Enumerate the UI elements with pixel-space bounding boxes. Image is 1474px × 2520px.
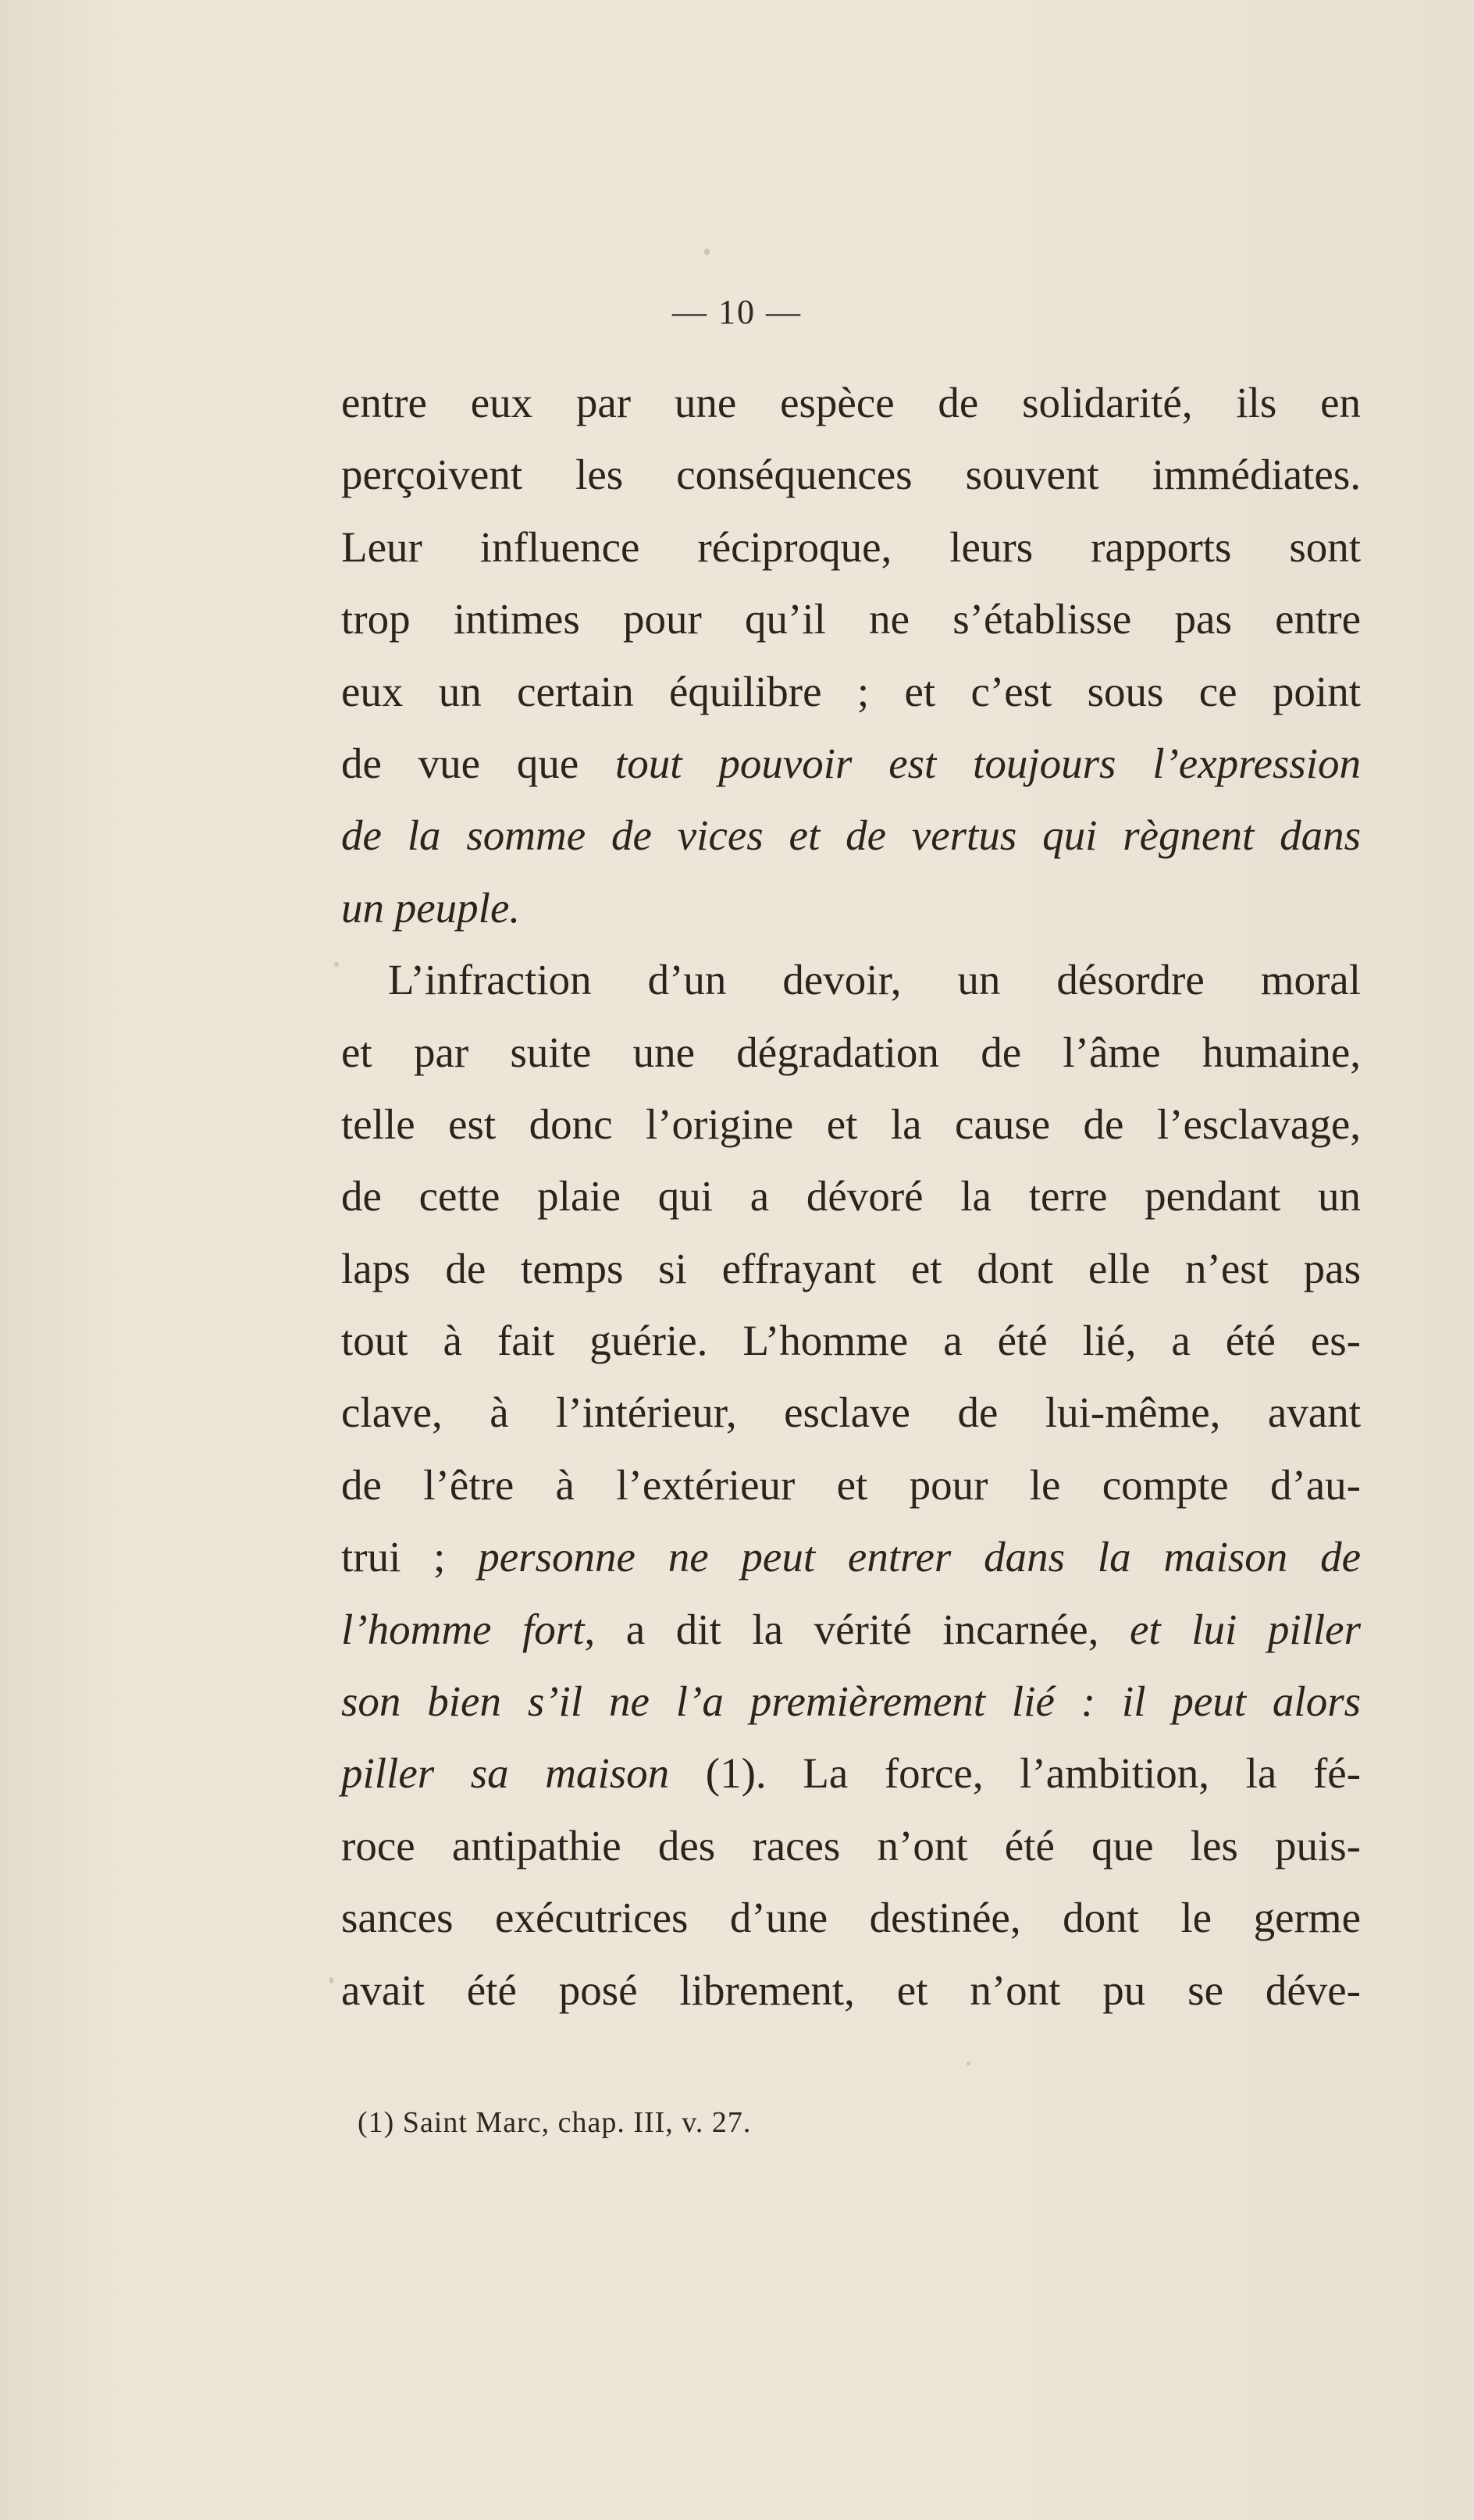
text-line: [341, 1955, 1361, 2026]
text-line: [341, 1233, 1361, 1305]
body-text: [341, 367, 1361, 2026]
text-run: L’infraction d’un devoir, un désordre moral: [388, 956, 1361, 1004]
text-line: [341, 800, 1361, 871]
text-line: [341, 439, 1361, 511]
text-run: laps de temps si effrayant et dont elle n’est pas: [341, 1244, 1361, 1292]
italic-text-run: personne ne peut entrer dans la maison de: [478, 1533, 1361, 1581]
text-run: avait été posé librement, et n’ont pu se déve-: [341, 1966, 1361, 2014]
text-line: [341, 367, 1361, 439]
text-run: roce antipathie des races n’ont été que les puis-: [341, 1821, 1361, 1870]
page-number: — 10 —: [672, 293, 802, 331]
text-run: sances exécutrices d’une destinée, dont le germe: [341, 1894, 1361, 1942]
paper-speck: [329, 1977, 333, 1984]
text-line: [341, 1305, 1361, 1377]
text-line: [341, 1377, 1361, 1449]
text-run: clave, à l’intérieur, esclave de lui-même, avant: [341, 1388, 1361, 1437]
text-run: eux un certain équilibre ; et c’est sous ce point: [341, 667, 1361, 715]
text-line: [341, 1449, 1361, 1521]
paper-speck: [334, 962, 339, 967]
text-line: [341, 1882, 1361, 1954]
text-run: de vue que: [341, 739, 616, 787]
italic-text-run: piller sa maison: [341, 1749, 670, 1798]
text-line: [341, 583, 1361, 655]
text-line: [341, 1017, 1361, 1089]
text-run: trui ;: [341, 1533, 479, 1581]
text-run: tout à fait guérie. L’homme a été lié, a été es-: [341, 1317, 1361, 1365]
text-run: perçoivent les conséquences souvent immédiates.: [341, 451, 1361, 499]
text-line: [341, 511, 1361, 583]
italic-text-run: l’homme fort: [341, 1605, 585, 1653]
paper-speck: [704, 248, 710, 255]
text-line: [341, 1089, 1361, 1160]
text-run: entre eux par une espèce de solidarité, ils en: [341, 379, 1361, 426]
italic-text-run: un peuple.: [341, 883, 521, 932]
footnote: (1) Saint Marc, chap. III, v. 27.: [358, 2106, 752, 2139]
text-run: de l’être à l’extérieur et pour le compte d’au-: [341, 1460, 1361, 1509]
text-run: , a dit la vérité incarnée,: [584, 1605, 1130, 1653]
italic-text-run: et lui piller: [1129, 1605, 1362, 1653]
text-line: [341, 1160, 1361, 1232]
text-line: [341, 1810, 1361, 1882]
paper-speck: [967, 2062, 970, 2066]
text-line: [341, 1666, 1361, 1738]
text-line: [341, 1738, 1361, 1809]
text-run: trop intimes pour qu’il ne s’établisse pas entre: [341, 595, 1361, 643]
text-line: [341, 1594, 1361, 1666]
text-run: et par suite une dégradation de l’âme humaine,: [341, 1028, 1361, 1076]
text-run: de cette plaie qui a dévoré la terre pendant un: [341, 1172, 1361, 1221]
text-run: telle est donc l’origine et la cause de l’esclavage,: [341, 1100, 1361, 1148]
text-run: Leur influence réciproque, leurs rapports sont: [341, 522, 1361, 571]
italic-text-run: de la somme de vices et de vertus qui règnent dans: [341, 811, 1361, 860]
text-line: [341, 1521, 1361, 1593]
text-line: [341, 728, 1361, 800]
italic-text-run: son bien s’il ne l’a premièrement lié : il peut alors: [341, 1677, 1361, 1726]
text-line: [341, 656, 1361, 728]
text-line: [341, 872, 1361, 944]
text-run: (1). La force, l’ambition, la fé-: [669, 1749, 1361, 1798]
text-line: [341, 944, 1361, 1016]
italic-text-run: tout pouvoir est toujours l’expression: [615, 739, 1361, 787]
